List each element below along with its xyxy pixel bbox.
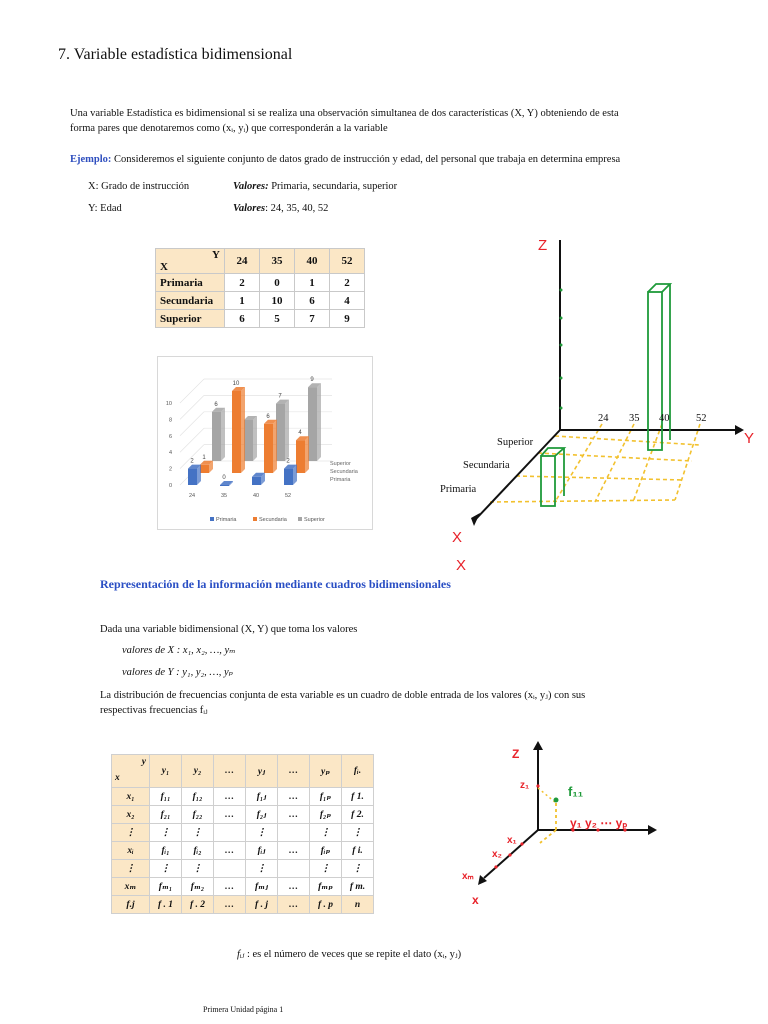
y-values: [233, 201, 328, 216]
f11-label: f₁₁: [568, 784, 584, 799]
z-arrow-icon: [533, 741, 543, 750]
bar-front: [252, 477, 261, 485]
intro-line-2: forma pares que denotaremos como (xᵢ, yᵢ) que corresponderán a la variable: [70, 123, 388, 134]
cell: fₘ₁: [150, 878, 182, 896]
cell: f . p: [310, 896, 342, 914]
z-mark: [560, 344, 563, 347]
cell: 1: [295, 274, 330, 292]
cell: ⋮: [246, 860, 278, 878]
table-row: [112, 806, 374, 824]
cell: …: [278, 896, 310, 914]
cell: f . 1: [150, 896, 182, 914]
cell: …: [214, 806, 246, 824]
x-label: x: [472, 893, 479, 907]
corner-y: Y: [212, 249, 220, 261]
legend-swatch: [298, 517, 302, 521]
col-header: …: [278, 755, 310, 788]
x1-label: x₁: [507, 835, 517, 846]
section-paragraph-1: Dada una variable bidimensional (X, Y) que toma los valores: [100, 624, 358, 635]
values-of-x: valores de X : x₁, x₂, …, yₘ: [122, 645, 236, 656]
corner-x: x: [115, 773, 120, 783]
table-row: [112, 824, 374, 842]
intro-paragraph: [70, 106, 710, 136]
bar-side: [273, 420, 277, 473]
tick: [508, 853, 511, 856]
z-mark: [560, 407, 563, 410]
cell: 7: [295, 310, 330, 328]
row-label: f.j: [112, 896, 150, 914]
z-mark: [560, 289, 563, 292]
cell: 0: [260, 274, 295, 292]
cell: [214, 860, 246, 878]
cell: ⋮: [150, 860, 182, 878]
bar-front: [220, 485, 229, 486]
table-row: [156, 274, 365, 292]
tick: [494, 865, 497, 868]
axes: [475, 240, 735, 520]
cell: f₂ⱼ: [246, 806, 278, 824]
bar-side: [253, 416, 257, 461]
row-label: ⋮: [112, 860, 150, 878]
data-label: 0: [222, 475, 226, 481]
example-text: Consideremos el siguiente conjunto de datos grado de instrucción y edad, del personal que trabaja en determina empresa: [111, 154, 621, 165]
cell: [278, 824, 310, 842]
cell: fₘ₂: [182, 878, 214, 896]
cell: 9: [330, 310, 365, 328]
x-values: [233, 179, 397, 194]
z-mark: [560, 377, 563, 380]
cell: f 1.: [342, 788, 374, 806]
bar-side: [285, 400, 289, 461]
row-label: Superior: [156, 310, 225, 328]
cell: f . j: [246, 896, 278, 914]
cell: …: [278, 788, 310, 806]
page-title: 7. Variable estadística bidimensional: [58, 46, 293, 63]
data-label: 9: [310, 377, 314, 384]
yellow-guide: [538, 788, 556, 803]
bar-front: [264, 424, 273, 473]
z-label: Z: [538, 237, 548, 254]
data-label: 6: [266, 413, 270, 420]
cell: f m.: [342, 878, 374, 896]
section-paragraph-2: [100, 688, 700, 718]
bar-front: [212, 412, 221, 461]
corner-y: y: [141, 757, 146, 767]
y-values-label: Valores: [233, 203, 266, 214]
cell: …: [214, 788, 246, 806]
cell: f i.: [342, 842, 374, 860]
axes: [484, 748, 650, 878]
bar-front: [188, 469, 197, 485]
x-label: X: [452, 529, 463, 546]
cell: ⋮: [342, 860, 374, 878]
cell: f₁₁: [150, 788, 182, 806]
legend-label: Primaria: [216, 517, 237, 523]
y-definition: Y: Edad: [88, 203, 122, 214]
table-row: [112, 788, 374, 806]
legend-swatch: [210, 517, 214, 521]
yellow-guide: [540, 830, 556, 843]
red-labels: [462, 747, 627, 907]
row-label: xᵢ: [112, 842, 150, 860]
grid-line: [595, 424, 634, 502]
table-row: [112, 878, 374, 896]
bar-side: [305, 436, 309, 473]
general-frequency-table: [111, 754, 374, 914]
cell: …: [214, 896, 246, 914]
cell: …: [214, 842, 246, 860]
legend-label: Secundaria: [259, 517, 287, 523]
bar-chart-svg: [158, 357, 372, 529]
xm-label: xₘ: [462, 871, 474, 882]
cell: ⋮: [150, 824, 182, 842]
col-header: 24: [225, 249, 260, 274]
y-tick-label: 10: [165, 401, 172, 407]
depth-label: Superior: [330, 461, 351, 467]
row-label: x₁: [112, 788, 150, 806]
level-label: Secundaria: [463, 460, 510, 471]
bar-front: [244, 420, 253, 461]
col-header: yⱼ: [246, 755, 278, 788]
bar-side: [317, 383, 321, 461]
x-tick-label: 24: [188, 493, 196, 499]
cell: 6: [295, 292, 330, 310]
col-header: yₚ: [310, 755, 342, 788]
cell: f₂₁: [150, 806, 182, 824]
z-mark: [560, 317, 563, 320]
fij-definition: [237, 947, 461, 962]
z1-label: z₁: [520, 780, 530, 791]
cell: …: [278, 806, 310, 824]
x-definition: X: Grado de instrucción: [88, 181, 190, 192]
cell: ⋮: [310, 860, 342, 878]
bar-side: [221, 408, 225, 461]
bar-side: [241, 387, 245, 473]
bar-front: [308, 387, 317, 461]
cell: [278, 860, 310, 878]
cell: fᵢⱼ: [246, 842, 278, 860]
col-header: …: [214, 755, 246, 788]
f11-point-icon: [554, 798, 559, 803]
x-values-label: Valores:: [233, 181, 269, 192]
col-header: 52: [330, 249, 365, 274]
x-tick-label: 40: [252, 493, 260, 499]
data-label: 2: [190, 458, 194, 465]
diagram-labels: [440, 413, 707, 495]
cell: ⋮: [342, 824, 374, 842]
cell: f . 2: [182, 896, 214, 914]
yellow-grid: [490, 424, 700, 502]
bar-front: [232, 391, 241, 473]
diagram-3d-axes: [430, 230, 768, 575]
example-statement: [70, 152, 750, 167]
cell: n: [342, 896, 374, 914]
row-label: x₂: [112, 806, 150, 824]
col-header: 35: [260, 249, 295, 274]
row-label: Primaria: [156, 274, 225, 292]
x-arrow-icon: [471, 513, 480, 526]
cell: 1: [225, 292, 260, 310]
row-label: xₘ: [112, 878, 150, 896]
table-row: [112, 860, 374, 878]
example-label: Ejemplo:: [70, 154, 112, 165]
cell: 5: [260, 310, 295, 328]
cell: f₂ₚ: [310, 806, 342, 824]
cell: f₁ₚ: [310, 788, 342, 806]
col-header: y₂: [182, 755, 214, 788]
age-label: 35: [629, 413, 640, 424]
y-label: Y: [744, 430, 755, 447]
cell: 2: [225, 274, 260, 292]
data-label: 10: [232, 381, 240, 387]
table-corner: [156, 249, 225, 274]
bar-front: [284, 469, 293, 485]
depth-label: Primaria: [330, 477, 351, 483]
red-axis-letters: [452, 237, 754, 574]
cell: fₘₚ: [310, 878, 342, 896]
y-tick-label: 2: [168, 466, 172, 473]
cell: f 2.: [342, 806, 374, 824]
cell: …: [278, 878, 310, 896]
y-arrow-icon: [735, 425, 744, 435]
col-header: 40: [295, 249, 330, 274]
age-label: 52: [696, 413, 707, 424]
row-label: ⋮: [112, 824, 150, 842]
table-row: [156, 292, 365, 310]
x2-label: x₂: [492, 849, 503, 860]
age-label: 24: [598, 413, 609, 424]
fij-symbol: fᵢⱼ: [237, 949, 245, 960]
x-tick-label: 35: [220, 493, 228, 499]
grid-line: [538, 453, 692, 461]
data-label: 7: [278, 393, 282, 400]
data-label: 2: [286, 458, 290, 465]
y-values-text: : 24, 35, 40, 52: [265, 203, 329, 214]
table-header-row: [112, 755, 374, 788]
row-label: Secundaria: [156, 292, 225, 310]
cell: f₂₂: [182, 806, 214, 824]
cell: 4: [330, 292, 365, 310]
cell: …: [278, 842, 310, 860]
values-of-y: valores de Y : y₁, y₂, …, yₚ: [122, 667, 233, 678]
level-label: Primaria: [440, 484, 477, 495]
data-label: 4: [298, 430, 302, 437]
data-label: 1: [202, 454, 206, 461]
corner-x: X: [160, 261, 168, 273]
y-tick-label: 4: [168, 450, 172, 457]
tick: [520, 842, 523, 845]
z-label: Z: [512, 747, 520, 761]
tall-bar-top: [648, 284, 670, 292]
tick: [536, 784, 539, 787]
bar-front: [296, 440, 305, 473]
y-tick-label: 6: [168, 433, 172, 440]
fij-text: : es el número de veces que se repite el dato (xᵢ, yⱼ): [244, 949, 462, 960]
table-corner: [112, 755, 150, 788]
x-tick-label: 52: [284, 493, 292, 499]
col-header: y₁: [150, 755, 182, 788]
x-label-2: X: [456, 557, 467, 574]
grid-line: [675, 424, 700, 500]
cell: fᵢₚ: [310, 842, 342, 860]
cell: fᵢ₂: [182, 842, 214, 860]
cell: fₘⱼ: [246, 878, 278, 896]
x-values-text: Primaria, secundaria, superior: [268, 181, 398, 192]
section-heading: Representación de la información mediante cuadros bidimensionales: [100, 577, 451, 591]
bar-chart-3d: [157, 356, 373, 530]
diagram-3d-general: [460, 738, 680, 913]
cell: ⋮: [182, 824, 214, 842]
cell: ⋮: [310, 824, 342, 842]
col-header: fᵢ.: [342, 755, 374, 788]
intro-line-1: Una variable Estadística es bidimensional si se realiza una observación simultanea de dos características (X, Y) obteniendo de esta: [70, 108, 619, 119]
frequency-table: [155, 248, 365, 328]
cell: …: [214, 878, 246, 896]
legend-label: Superior: [304, 517, 325, 523]
y-tick-label: 8: [168, 417, 172, 424]
grid-line: [490, 500, 675, 502]
y-tick-label: 0: [168, 483, 172, 489]
level-label: Superior: [497, 437, 534, 448]
tall-bar: [648, 292, 662, 450]
cell: fᵢ₁: [150, 842, 182, 860]
bar-front: [276, 404, 285, 461]
y-values-label: y₁ y₂ ⋯ yₚ: [570, 816, 628, 830]
cell: 10: [260, 292, 295, 310]
table-row: [112, 842, 374, 860]
cell: ⋮: [182, 860, 214, 878]
paragraph-2-line-2: respectivas frecuencias fᵢⱼ: [100, 705, 208, 716]
age-label: 40: [659, 413, 670, 424]
page-footer: Primera Unidad página 1: [203, 1005, 284, 1014]
cell: 6: [225, 310, 260, 328]
cell: [214, 824, 246, 842]
data-label: 6: [214, 401, 218, 408]
bar-front: [200, 465, 209, 473]
table-row: [156, 310, 365, 328]
y-arrow-icon: [648, 825, 657, 835]
cell: ⋮: [246, 824, 278, 842]
cell: f₁₂: [182, 788, 214, 806]
legend-swatch: [253, 517, 257, 521]
cell: 2: [330, 274, 365, 292]
short-bar: [541, 456, 555, 506]
cell: f₁ⱼ: [246, 788, 278, 806]
depth-label: Secundaria: [330, 469, 358, 475]
totals-row: [112, 896, 374, 914]
paragraph-2-line-1: La distribución de frecuencias conjunta de esta variable es un cuadro de doble entrada de los valores (xᵢ, yⱼ) con sus: [100, 690, 586, 701]
